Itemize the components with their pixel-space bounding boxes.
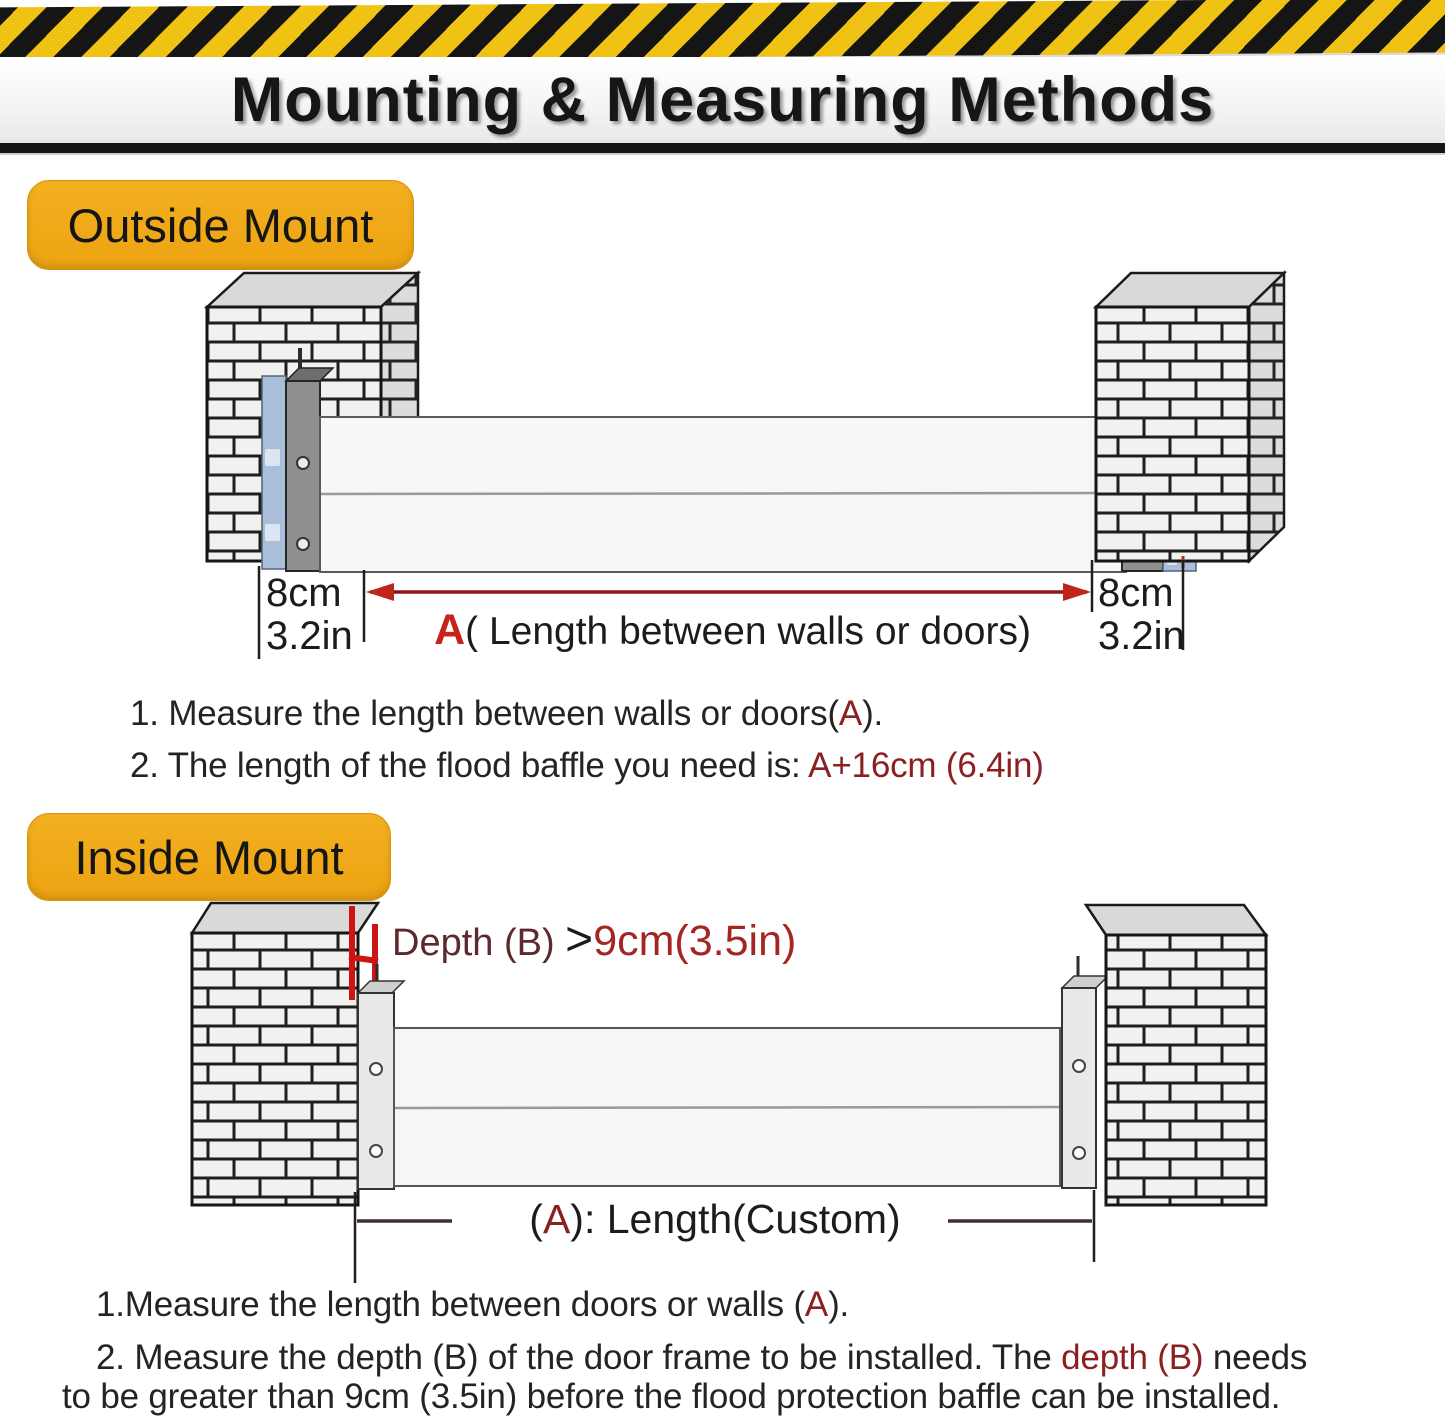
inside-step-1: 1.Measure the length between doors or walls (A). xyxy=(96,1285,850,1324)
header-divider-bar xyxy=(0,143,1445,155)
brick-pillar-right xyxy=(1096,273,1284,561)
inside-mount-badge-label: Inside Mount xyxy=(74,830,344,884)
offset-inch: 3.2in xyxy=(1098,614,1185,658)
inside-step-2: 2. Measure the depth (B) of the door frame to be installed. The depth (B) needs to be greater than 9cm (3.5in) before the flood protection baffle can be installed. xyxy=(62,1338,1308,1416)
mounting-channel-right xyxy=(1062,956,1108,1188)
title-band xyxy=(0,57,1445,143)
outside-mount-badge xyxy=(27,180,414,270)
brick-pillar-right xyxy=(1086,905,1266,1205)
width-offset-label-left xyxy=(266,572,353,658)
flood-barrier-panel-outside xyxy=(320,417,1126,572)
greater-than-sign: > xyxy=(565,913,594,966)
depth-requirement-label: Depth (B) >9cm(3.5in) xyxy=(392,913,797,966)
offset-inch: 3.2in xyxy=(266,614,353,658)
length-marker-a: A xyxy=(542,1196,571,1242)
hazard-stripe-band xyxy=(0,0,1445,63)
outside-mount-badge-label: Outside Mount xyxy=(67,198,374,252)
outside-step-1: 1. Measure the length between walls or doors(A). xyxy=(130,694,884,733)
inside-mount-badge xyxy=(27,813,391,901)
width-offset-label-right xyxy=(1098,572,1185,658)
flood-barrier-panel-inside xyxy=(394,1028,1060,1186)
span-length-label: A( Length between walls or doors) xyxy=(434,606,1031,654)
custom-length-label: (A): Length(Custom) xyxy=(529,1196,901,1242)
offset-cm: 8cm xyxy=(266,571,342,615)
seal-strip-left xyxy=(262,376,286,569)
outside-step-2: 2. The length of the flood baffle you need is: A+16cm (6.4in) xyxy=(130,746,1044,785)
page-title: Mounting & Measuring Methods xyxy=(230,65,1215,135)
offset-cm: 8cm xyxy=(1098,571,1174,615)
length-marker-a: A xyxy=(434,606,466,654)
